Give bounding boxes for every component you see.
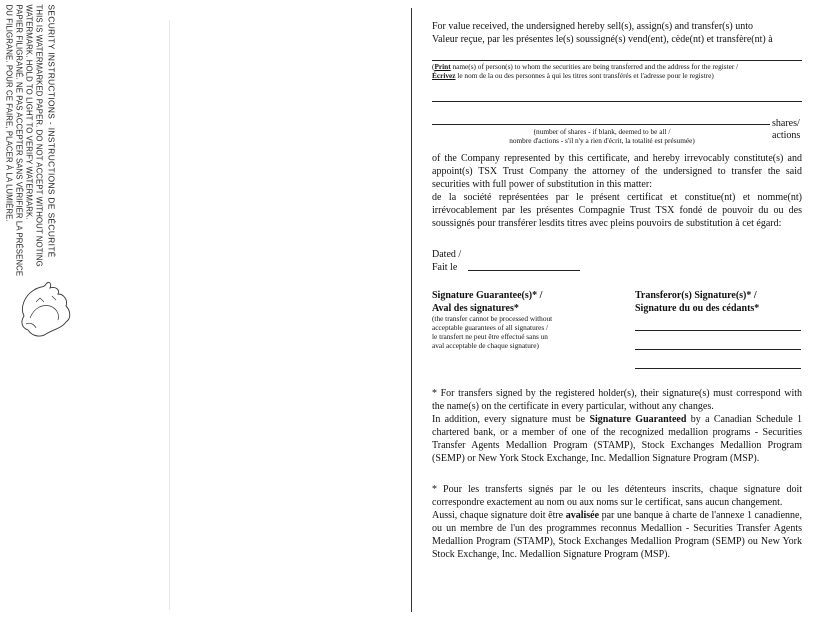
actions-label: actions (772, 130, 801, 141)
assignment-intro (432, 20, 812, 46)
transferor-signature-field-1[interactable] (635, 330, 801, 331)
shares-note-fr: nombre d'actions - s'il n'y a rien d'écrit, la totalité est présumée) (509, 136, 695, 145)
fold-line (169, 20, 170, 610)
fait-le-label: Fait le (432, 262, 458, 273)
sig-guarantee-title: Signature Guarantee(s)* / (432, 290, 543, 301)
security-line: THIS IS WATERMARKED PAPER. DO NOT ACCEPT WITHOUT NOTING (34, 4, 44, 267)
number-of-shares-field[interactable] (432, 124, 770, 125)
print-label: Print (434, 62, 451, 71)
security-instructions (4, 5, 57, 305)
ecrivez-text: le nom de la ou des personnes à qui les titres sont transférés et l'adresse pour le registre) (455, 71, 714, 80)
transferor-signature-field-2[interactable] (635, 349, 801, 350)
note-fr: * Pour les transferts signés par le ou les détenteurs inscrits, chaque signature doit correspondre exactement au nom ou aux noms sur le certificat, sans aucun changement. Aussi, chaque signature doit être avalisée par une banque à charte de l'annexe 1 canadienne, ou un membre de l'un des programmes reconnus Medallion - Securities Transfer Agents Medallion Program (STAMP), Stock Exchanges Medallion Program (SEMP) ou New York Stock Exchange, Inc. Medallion Signature Program (MSP). (432, 484, 802, 560)
transferor-signature-field-3[interactable] (635, 368, 801, 369)
company-paragraph-fr: de la société représentées par le présent certificat et constitue(nt) et nomme(nt) irrévocablement par les présentes Compagnie Trust TSX fondé de pouvoir du ou des soussignés pour transférer lesdits titres avec pleins pouvoirs de substitution à cet égard: (432, 192, 802, 229)
security-title: SECURITY INSTRUCTIONS - INSTRUCTIONS DE SÉCURITÉ (46, 4, 57, 258)
security-line: WATERMARK. HOLD TO LIGHT TO VERIFY WATERMARK. (24, 4, 34, 220)
shares-note-en: (number of shares - if blank, deemed to be all / (533, 127, 671, 136)
signature-guaranteed-term: Signature Guaranteed (589, 414, 687, 425)
intro-fr: Valeur reçue, par les présentes le(s) soussigné(s) vend(ent), cède(nt) et transfère(nt) à (432, 34, 773, 45)
transferor-title: Transferor(s) Signature(s)* / (635, 290, 757, 301)
sig-guarantee-title-fr: Aval des signatures* (432, 303, 519, 314)
date-field[interactable] (468, 270, 580, 271)
perforation-line (411, 8, 412, 612)
signature-guarantee-block (432, 289, 612, 315)
security-line: PAPIER FILIGRANÉ. NE PAS ACCEPTER SANS VÉRIFIER LA PRÉSENCE (14, 4, 24, 277)
ecrivez-label: Écrivez (432, 71, 456, 80)
avalisee-term: avalisée (565, 510, 600, 521)
transferee-line-top (432, 60, 802, 61)
shares-label: shares/ (772, 118, 800, 129)
beaver-logo-icon (16, 278, 76, 340)
note-en-1: * For transfers signed by the registered holder(s), their signature(s) must correspond with the name(s) on the certificate in every particular, without any changes. (432, 388, 802, 412)
transferee-name-field[interactable] (432, 101, 802, 102)
security-line: DU FILIGRANE. POUR CE FAIRE, PLACER À LA LUMIÈRE. (4, 4, 14, 222)
signature-guarantee-note: (the transfer cannot be processed without acceptable guarantees of all signatures / le transfert ne peut être effectué sans un aval acceptable de chaque signature) (432, 314, 553, 350)
transferor-signature-block (635, 289, 815, 315)
dated-label: Dated / (432, 249, 462, 260)
transferee-instructions: (Print name(s) of person(s) to whom the securities are being transferred and the address for the register / Écrivez le nom de la ou des personnes à qui les titres sont transférés et l'adresse pour le registre) (432, 62, 739, 80)
note-en: * For transfers signed by the registered holder(s), their signature(s) must correspond with the name(s) on the certificate in every particular, without any changes. In addition, every signature must be Signature Guaranteed by a Canadian Schedule 1 chartered bank, or a member of one of the recognized medallion programs - Securities Transfer Agents Medallion Program (STAMP), Stock Exchanges Medallion Program (SEMP) or New York Stock Exchange, Inc. Medallion Signature Program (MSP). (432, 388, 803, 464)
intro-en: For value received, the undersigned hereby sell(s), assign(s) and transfer(s) unto (432, 21, 754, 32)
number-of-shares-note (432, 127, 772, 145)
note-fr-1: * Pour les transferts signés par le ou les détenteurs inscrits, chaque signature doit correspondre exactement au nom ou aux noms sur le certificat, sans aucun changement. (432, 484, 802, 508)
transferor-title-fr: Signature du ou des cédants* (635, 303, 760, 314)
company-paragraph-en: of the Company represented by this certificate, and hereby irrevocably constitute(s) and appoint(s) TSX Trust Company the attorney of the undersigned to transfer the said securities with full power of substitution in this matter: (432, 153, 802, 190)
print-text: name(s) of person(s) to whom the securities are being transferred and the address for the register / (450, 62, 739, 71)
